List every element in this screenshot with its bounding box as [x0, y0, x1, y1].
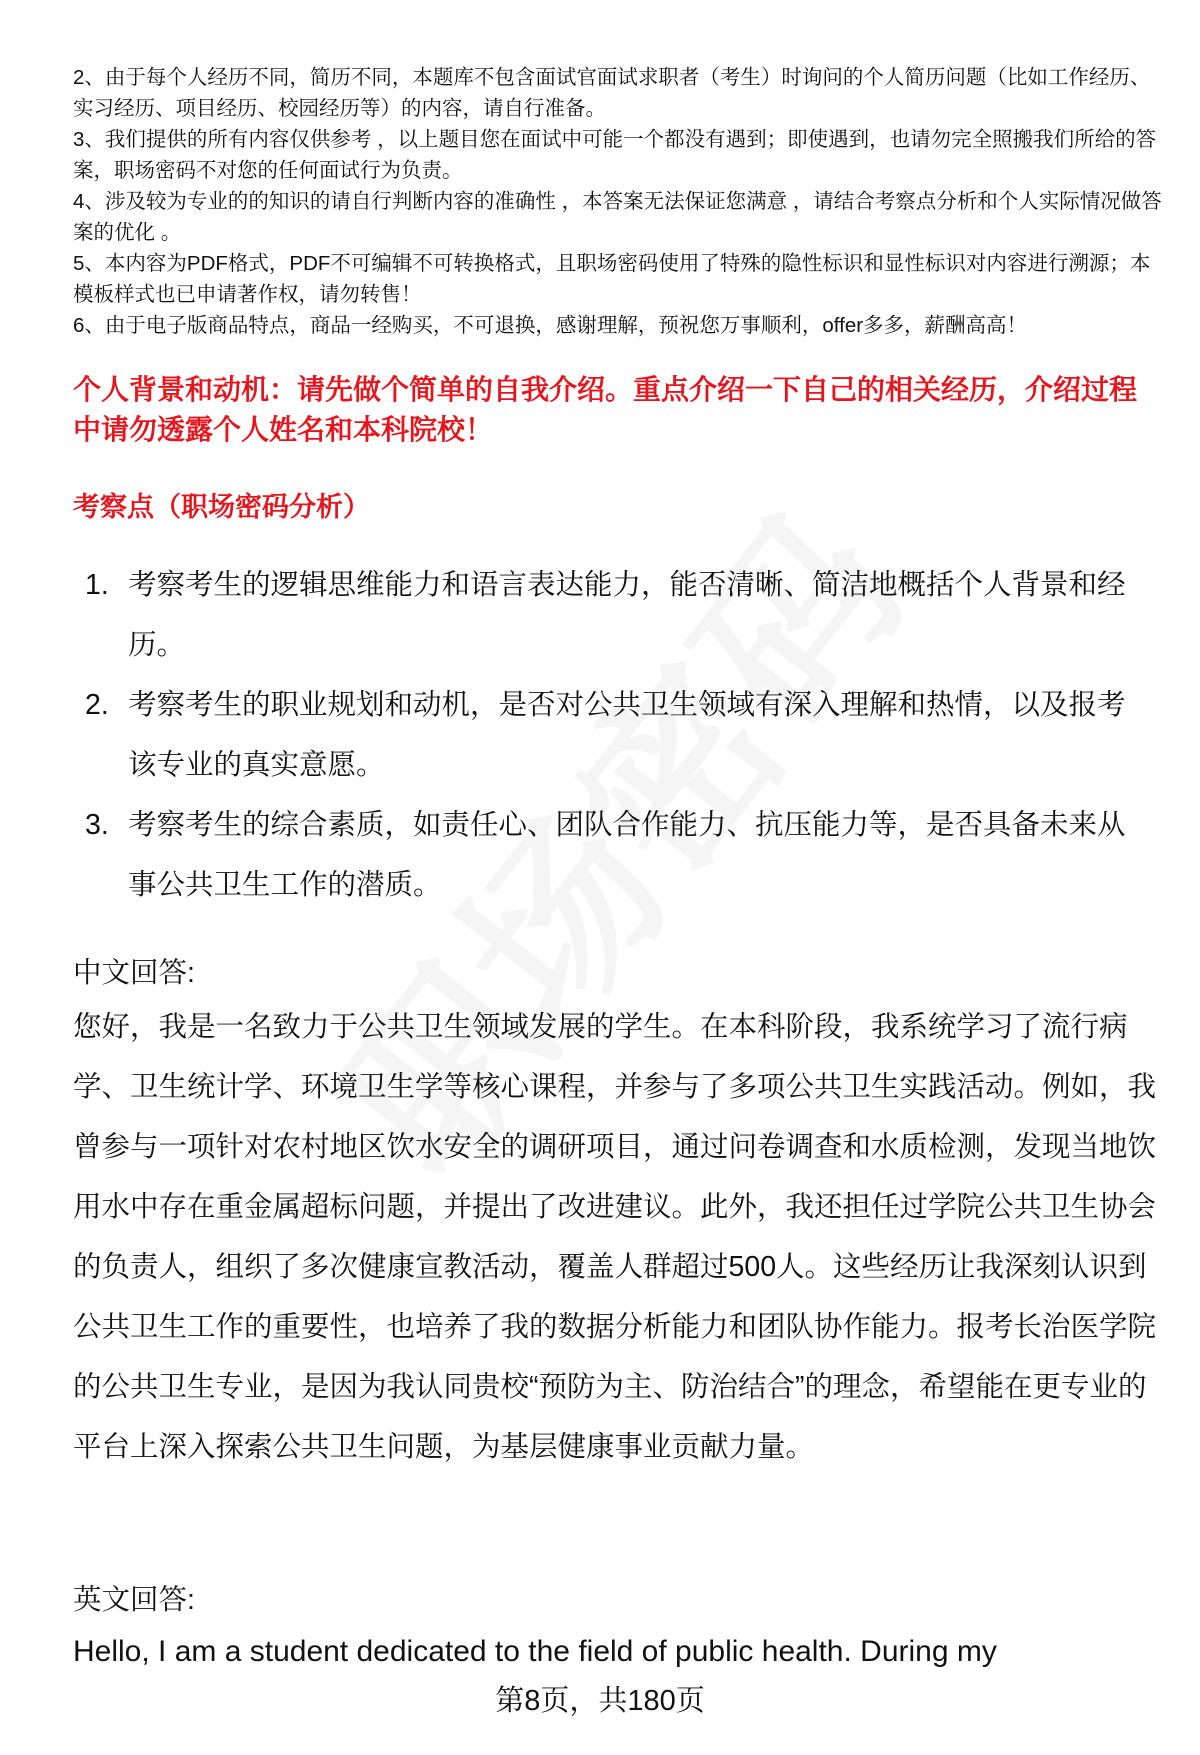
key-points-title: 考察点（职场密码分析） [73, 492, 370, 522]
list-text: 考察考生的逻辑思维能力和语言表达能力，能否清晰、简洁地概括个人背景和经历。 [128, 569, 1126, 661]
list-text: 考察考生的职业规划和动机，是否对公共卫生领域有深入理解和热情，以及报考该专业的真实意愿。 [128, 689, 1126, 781]
key-points-list [73, 555, 1153, 915]
page-number: 第8页，共180页 [495, 1685, 705, 1717]
list-item [73, 555, 1153, 675]
chinese-answer-label: 中文回答: [73, 957, 195, 989]
note: 3、我们提供的所有内容仅供参考 ，以上题目您在面试中可能一个都没有遇到；即使遇到，也请勿完全照搬我们所给的答案，职场密码不对您的任何面试行为负责。 [73, 128, 1157, 182]
list-number: 1. [85, 569, 109, 601]
list-text: 考察考生的综合素质，如责任心、团队合作能力、抗压能力等，是否具备未来从事公共卫生工作的潜质。 [128, 809, 1126, 901]
disclaimer-notes [73, 62, 1163, 341]
list-number: 2. [85, 689, 109, 721]
note: 4、涉及较为专业的的知识的请自行判断内容的准确性 ，本答案无法保证您满意 ，请结合考察点分析和个人实际情况做答案的优化 。 [73, 190, 1162, 244]
list-number: 3. [85, 809, 109, 841]
note: 6、由于电子版商品特点，商品一经购买，不可退换，感谢理解，预祝您万事顺利，offer多多，薪酬高高！ [73, 314, 1028, 337]
question-heading: 个人背景和动机：请先做个简单的自我介绍。重点介绍一下自己的相关经历，介绍过程中请勿透露个人姓名和本科院校！ [73, 374, 1138, 445]
list-item [73, 795, 1153, 915]
english-answer: Hello, I am a student dedicated to the field of public health. During my [73, 1635, 997, 1668]
chinese-answer: 您好，我是一名致力于公共卫生领域发展的学生。在本科阶段，我系统学习了流行病学、卫生统计学、环境卫生学等核心课程，并参与了多项公共卫生实践活动。例如，我曾参与一项针对农村地区饮水安全的调研项目，通过问卷调查和水质检测，发现当地饮用水中存在重金属超标问题，并提出了改进建议。此外，我还担任过学院公共卫生协会的负责人，组织了多次健康宣教活动，覆盖人群超过500人。这些经历让我深刻认识到公共卫生工作的重要性，也培养了我的数据分析能力和团队协作能力。报考长治医学院的公共卫生专业，是因为我认同贵校“预防为主、防治结合”的理念，希望能在更专业的平台上深入探索公共卫生问题，为基层健康事业贡献力量。 [73, 1011, 1157, 1463]
list-item [73, 675, 1153, 795]
note: 2、由于每个人经历不同，简历不同，本题库不包含面试官面试求职者（考生）时询问的个人简历问题（比如工作经历、实习经历、项目经历、校园经历等）的内容，请自行准备。 [73, 66, 1151, 120]
english-answer-label: 英文回答: [73, 1584, 195, 1616]
note: 5、本内容为PDF格式，PDF不可编辑不可转换格式，且职场密码使用了特殊的隐性标识和显性标识对内容进行溯源；本模板样式也已申请著作权，请勿转售！ [73, 252, 1151, 306]
